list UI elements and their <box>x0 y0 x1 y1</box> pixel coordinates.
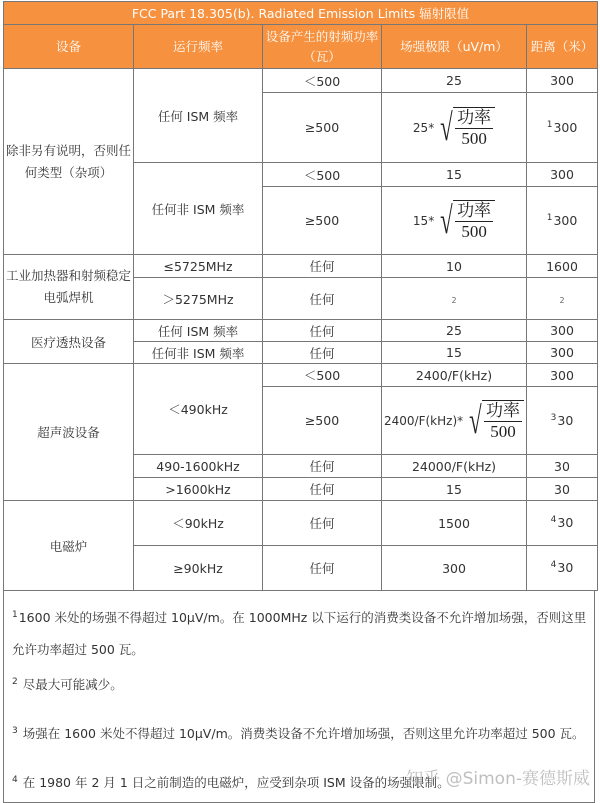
numerator: 功率 <box>457 107 492 127</box>
footnote-ref: 1 <box>546 212 553 223</box>
footnote-ref: 3 <box>550 412 557 423</box>
footnote-ref: 2 <box>559 296 565 305</box>
distance-cell <box>527 278 598 320</box>
power-cell: 任何 <box>263 278 382 320</box>
distance-cell <box>527 387 598 455</box>
power-cell: ＜500 <box>263 69 382 93</box>
power-cell: 任何 <box>263 342 382 364</box>
power-cell: 任何 <box>263 455 382 478</box>
emission-limits-table <box>3 1 598 591</box>
distance-cell <box>527 546 598 591</box>
device-label: 除非另有说明，否则任何类型（杂项） <box>6 142 132 180</box>
header-field-strength: 场强极限（uV/m） <box>382 25 527 69</box>
table-row <box>4 501 598 546</box>
footnote-text: 场强在 1600 米处不得超过 10μV/m。消费类设备不允许增加场强，否则这里允许功率超过 500 瓦。 <box>22 726 585 742</box>
frequency-cell: 任何非 ISM 频率 <box>134 342 263 364</box>
table-row <box>4 364 598 387</box>
frequency-cell: 490-1600kHz <box>134 455 263 478</box>
denominator: 500 <box>490 421 516 441</box>
distance-cell <box>527 501 598 546</box>
frequency-cell: 任何非 ISM 频率 <box>134 163 263 255</box>
formula-coefficient: 25* <box>412 120 435 135</box>
limit-cell: 15 <box>382 163 527 187</box>
denominator: 500 <box>461 128 487 148</box>
device-cell: 超声波设备 <box>4 364 134 501</box>
header-frequency: 运行频率 <box>134 25 263 69</box>
header-distance: 距离（米） <box>527 25 598 69</box>
table-row <box>4 255 598 278</box>
frequency-cell: ＞5275MHz <box>134 278 263 320</box>
distance-cell <box>527 187 598 255</box>
footnote-1 <box>12 605 594 628</box>
sqrt-formula <box>413 200 495 242</box>
footnote-marker: 2 <box>12 677 18 688</box>
frequency-cell: >1600kHz <box>134 478 263 501</box>
power-cell: ≥500 <box>263 387 382 455</box>
device-cell: 医疗透热设备 <box>4 320 134 364</box>
frequency-cell: 任何 ISM 频率 <box>134 69 263 163</box>
denominator: 500 <box>461 221 487 241</box>
distance-cell: 300 <box>527 364 598 387</box>
table-row <box>4 69 598 93</box>
distance-cell: 300 <box>527 320 598 342</box>
footnote-ref: 2 <box>451 296 457 305</box>
distance-value: 300 <box>553 213 578 229</box>
power-cell: 任何 <box>263 478 382 501</box>
power-cell: 任何 <box>263 501 382 546</box>
frequency-cell: ＜90kHz <box>134 501 263 546</box>
footnote-ref: 1 <box>546 119 553 130</box>
distance-value: 30 <box>557 560 574 576</box>
sqrt-icon: √ <box>469 399 482 442</box>
footnote-text: 1600 米处的场强不得超过 10μV/m。在 1000MHz 以下运行的消费类设备不允许增加场强，否则这里 <box>18 610 587 626</box>
footnote-text: 尽最大可能减少。 <box>22 677 123 693</box>
device-cell: 电磁炉 <box>4 501 134 591</box>
device-cell <box>4 69 134 255</box>
emission-limits-document <box>3 1 597 803</box>
limit-cell: 300 <box>382 546 527 591</box>
limit-cell: 2400/F(kHz) <box>382 364 527 387</box>
power-cell: ＜500 <box>263 163 382 187</box>
distance-value: 30 <box>557 515 574 531</box>
frequency-cell: ≥90kHz <box>134 546 263 591</box>
footnote-text: 允许功率超过 500 瓦。 <box>12 642 144 658</box>
distance-cell <box>527 93 598 163</box>
power-cell: 任何 <box>263 546 382 591</box>
footnote-ref: 4 <box>550 515 557 526</box>
numerator: 功率 <box>485 400 520 420</box>
power-cell: 任何 <box>263 320 382 342</box>
footnote-ref: 4 <box>550 560 557 571</box>
frequency-cell: 任何 ISM 频率 <box>134 320 263 342</box>
distance-value: 30 <box>557 413 574 429</box>
formula-coefficient: 2400/F(kHz)* <box>384 413 464 428</box>
table-header-row <box>4 25 598 69</box>
sqrt-icon: √ <box>440 199 453 242</box>
limit-cell <box>382 278 527 320</box>
footnote-2 <box>12 672 594 695</box>
limit-cell: 25 <box>382 69 527 93</box>
distance-cell: 300 <box>527 163 598 187</box>
power-cell: ＜500 <box>263 364 382 387</box>
distance-cell: 300 <box>527 342 598 364</box>
table-title-row <box>4 2 598 25</box>
limit-cell: 24000/F(kHz) <box>382 455 527 478</box>
frequency-cell: ＜490kHz <box>134 364 263 455</box>
footnote-text: 在 1980 年 2 月 1 日之前制造的电磁炉，应受到杂项 ISM 设备的场强限制。 <box>22 775 450 791</box>
limit-cell: 1500 <box>382 501 527 546</box>
frequency-cell: ≤5725MHz <box>134 255 263 278</box>
footnote-3 <box>12 721 594 744</box>
watermark: 知乎 @Simon-赛德斯威 <box>406 769 590 789</box>
footnote-1-continued <box>12 640 594 660</box>
footnote-marker: 3 <box>12 726 18 737</box>
distance-cell: 300 <box>527 69 598 93</box>
limit-cell: 15 <box>382 478 527 501</box>
device-label: 工业加热器和射频稳定电弧焊机 <box>6 268 132 305</box>
limit-cell: 15 <box>382 342 527 364</box>
distance-value: 300 <box>553 120 578 136</box>
footnote-marker: 1 <box>12 610 18 620</box>
fraction <box>453 200 495 242</box>
distance-cell: 30 <box>527 455 598 478</box>
footnote-marker: 4 <box>12 775 18 786</box>
fraction <box>482 400 524 442</box>
limit-cell <box>382 187 527 255</box>
fraction <box>453 107 495 149</box>
sqrt-formula <box>413 107 495 149</box>
distance-cell: 30 <box>527 478 598 501</box>
header-power: 设备产生的射频功率（瓦） <box>263 25 382 69</box>
limit-cell <box>382 93 527 163</box>
power-cell: ≥500 <box>263 187 382 255</box>
formula-coefficient: 15* <box>412 213 435 228</box>
limit-cell: 25 <box>382 320 527 342</box>
numerator: 功率 <box>457 200 492 220</box>
power-cell: ≥500 <box>263 93 382 163</box>
table-title: FCC Part 18.305(b). Radiated Emission Limits 辐射限值 <box>4 2 598 25</box>
sqrt-formula <box>384 400 524 442</box>
table-row <box>4 320 598 342</box>
header-device: 设备 <box>4 25 134 69</box>
sqrt-icon: √ <box>440 106 453 149</box>
device-cell <box>4 255 134 320</box>
limit-cell <box>382 387 527 455</box>
limit-cell: 10 <box>382 255 527 278</box>
power-cell: 任何 <box>263 255 382 278</box>
distance-cell: 1600 <box>527 255 598 278</box>
